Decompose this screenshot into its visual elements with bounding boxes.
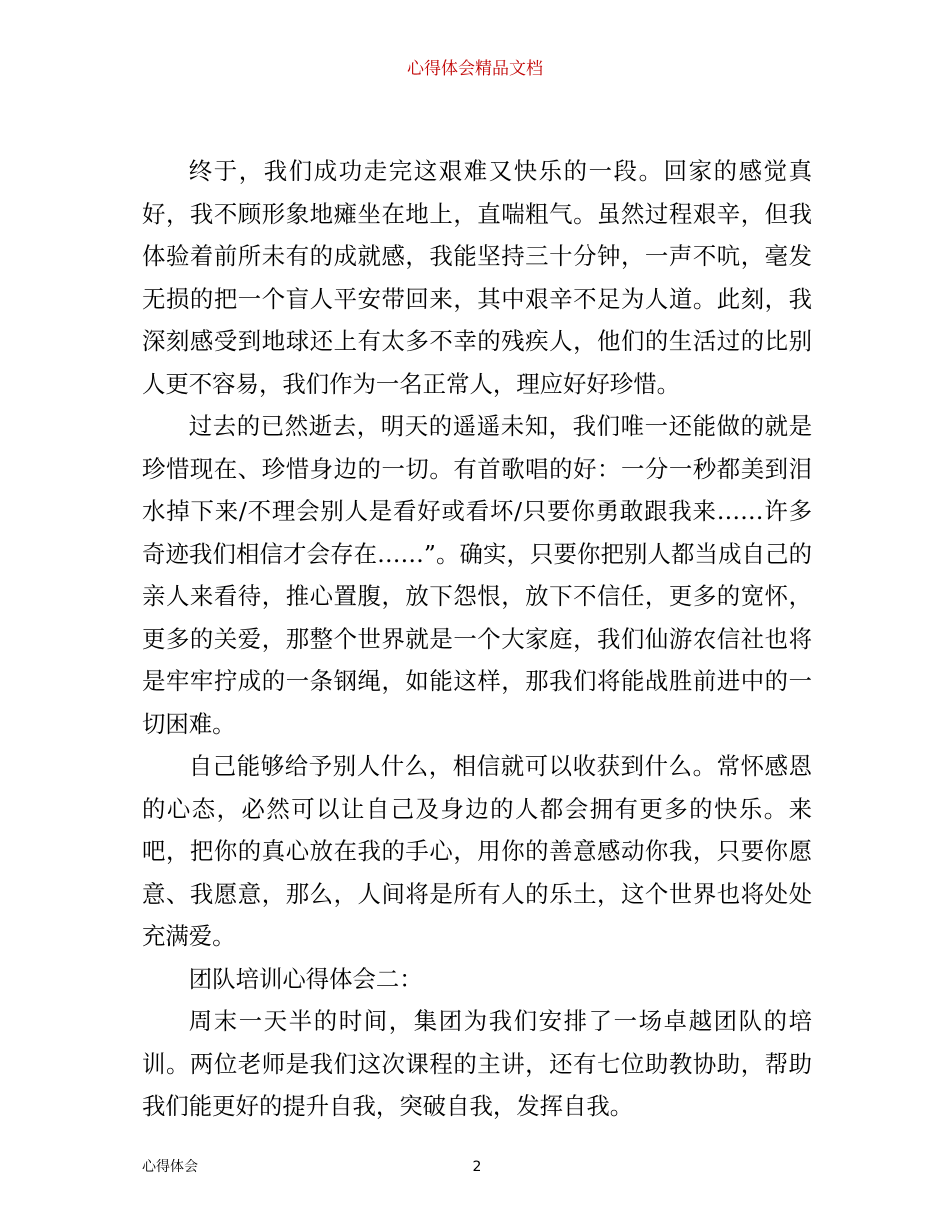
paragraph: 终于，我们成功走完这艰难又快乐的一段。回家的感觉真好，我不顾形象地瘫坐在地上，直喘粗气。虽然过程艰辛，但我体验着前所未有的成就感，我能坚持三十分钟，一声不吭，毫发无损的把一个盲人平安带回来，其中艰辛不足为人道。此刻，我深刻感受到地球还上有太多不幸的残疾人，他们的生活过的比别人更不容易，我们作为一名正常人，理应好好珍惜。: [142, 157, 812, 398]
paragraph: 周末一天半的时间，集团为我们安排了一场卓越团队的培训。两位老师是我们这次课程的主讲，还有七位助教协助，帮助我们能更好的提升自我，突破自我，发挥自我。: [142, 1007, 812, 1120]
page-header: [0, 58, 950, 80]
paragraph: 自己能够给予别人什么，相信就可以收获到什么。常怀感恩的心态，必然可以让自己及身边的人都会拥有更多的快乐。来吧，把你的真心放在我的手心，用你的善意感动你我，只要你愿意、我愿意，那么，人间将是所有人的乐土，这个世界也将处处充满爱。: [142, 752, 812, 950]
document-body: [142, 150, 812, 1128]
header-title: 心得体会精品文档: [407, 59, 543, 79]
footer-label: 心得体会: [142, 1159, 198, 1175]
paragraph: 过去的已然逝去，明天的遥遥未知，我们唯一还能做的就是珍惜现在、珍惜身边的一切。有首歌唱的好：一分一秒都美到泪水掉下来/不理会别人是看好或看坏/只要你勇敢跟我来……许多奇迹我们相信才会存在……”。确实，只要你把别人都当成自己的亲人来看待，推心置腹，放下怨恨，放下不信任，更多的宽怀，更多的关爱，那整个世界就是一个大家庭，我们仙游农信社也将是牢牢拧成的一条钢绳，如能这样，那我们将能战胜前进中的一切困难。: [142, 412, 812, 738]
section-heading: 团队培训心得体会二：: [188, 964, 423, 993]
page-number: 2: [472, 1159, 482, 1175]
page-footer: [142, 1157, 812, 1177]
